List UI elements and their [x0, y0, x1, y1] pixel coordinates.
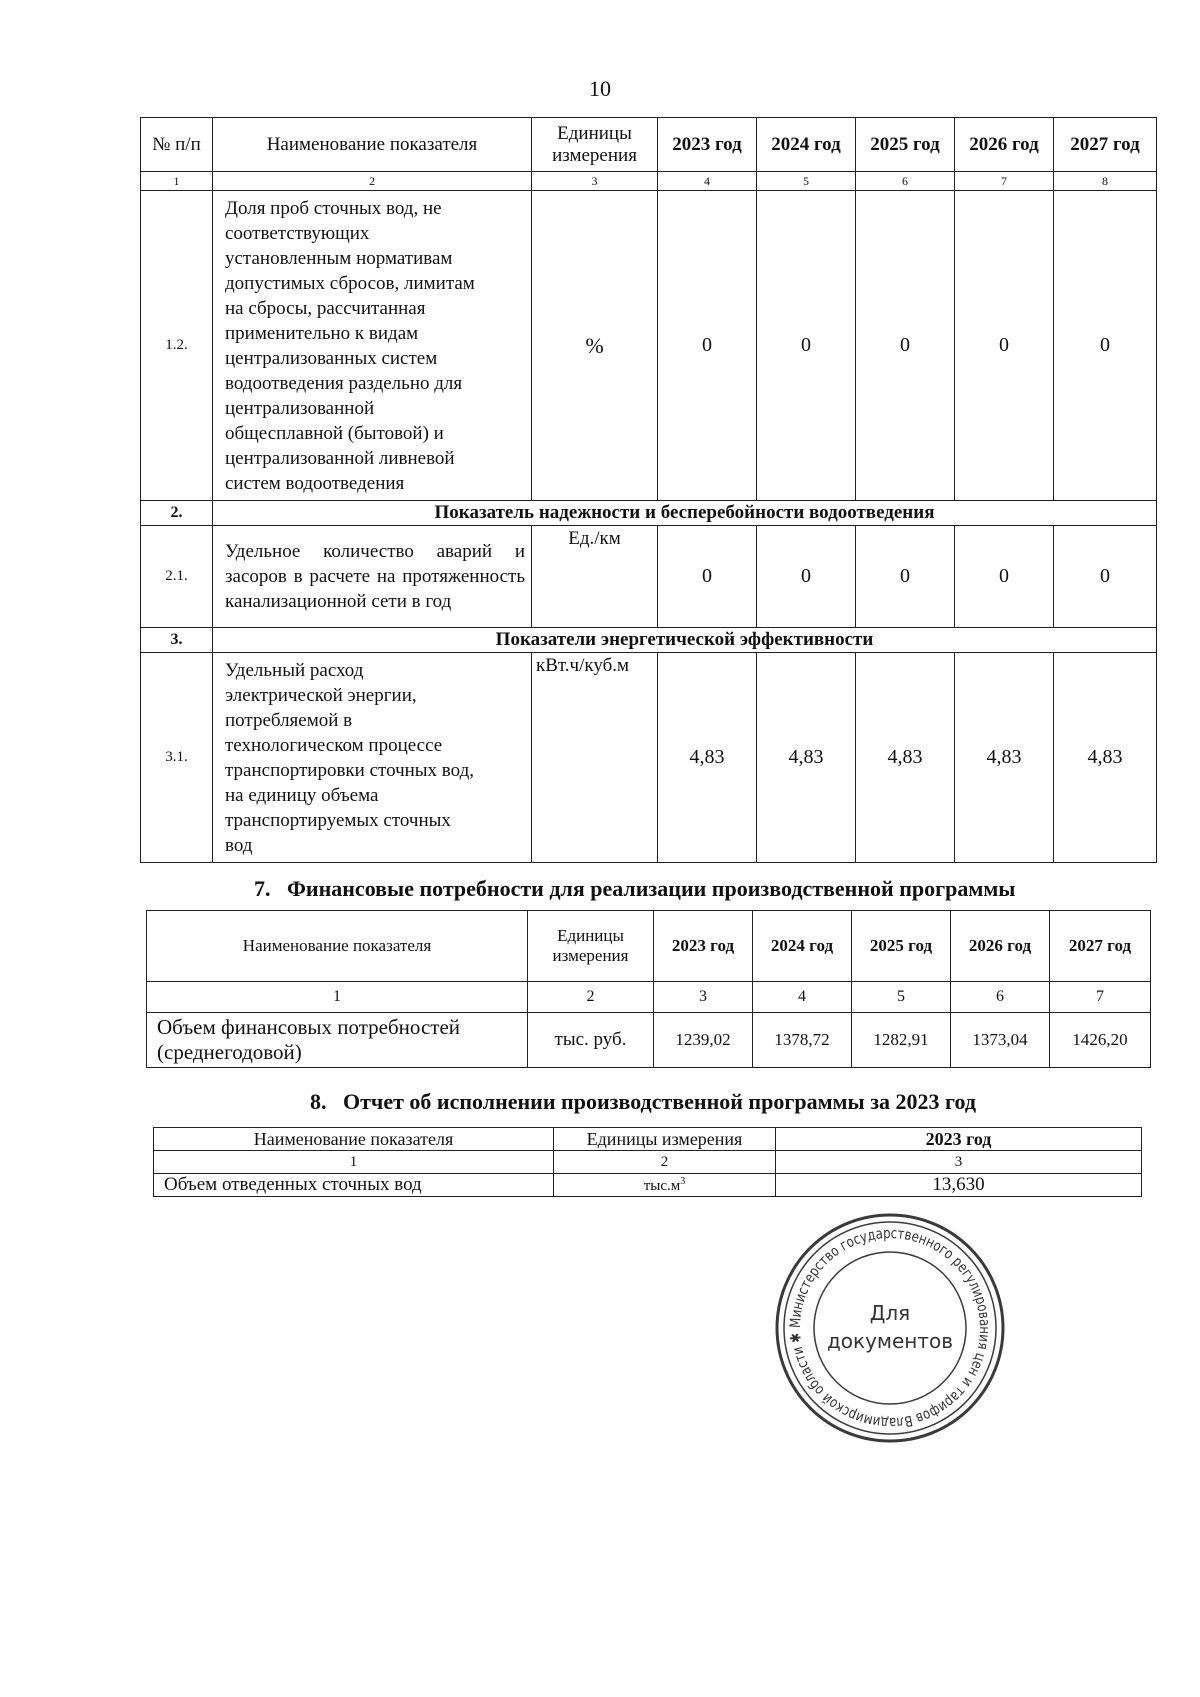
- col-number: 5: [852, 982, 951, 1013]
- name-line: общесплавной (бытовой) и: [225, 422, 444, 444]
- value-cell: 0: [955, 191, 1054, 501]
- unit-cell: тыс. руб.: [528, 1013, 654, 1068]
- execution-report-table: [153, 1127, 1142, 1197]
- col-number: 7: [955, 172, 1054, 191]
- name-line: технологическом процессе: [225, 734, 443, 756]
- unit-cell: [554, 1174, 776, 1197]
- section-8-number: 8.: [310, 1089, 327, 1114]
- header-2026: 2026 год: [951, 911, 1050, 982]
- value-cell: 4,83: [658, 653, 757, 863]
- section-row-3: [141, 628, 1157, 653]
- column-numbers-row: [154, 1151, 1142, 1174]
- value-cell: 0: [757, 191, 856, 501]
- col-number: 6: [856, 172, 955, 191]
- col-number: 3: [776, 1151, 1142, 1174]
- section-7-number: 7.: [254, 876, 271, 901]
- header-unit: Единицы измерения: [532, 118, 658, 172]
- col-number: 2: [554, 1151, 776, 1174]
- section-row-2: [141, 501, 1157, 526]
- column-numbers-row: [147, 982, 1151, 1013]
- col-number: 7: [1050, 982, 1151, 1013]
- value-cell: 1426,20: [1050, 1013, 1151, 1068]
- value-cell: 0: [757, 526, 856, 628]
- name-line: потребляемой в: [225, 709, 353, 731]
- section-8-title: Отчет об исполнении производственной программы за 2023 год: [343, 1089, 976, 1114]
- section-7-title: Финансовые потребности для реализации производственной программы: [287, 876, 1016, 901]
- official-stamp: [770, 1208, 1010, 1448]
- name-line: централизованной ливневой: [225, 447, 455, 469]
- unit-superscript: 3: [680, 1175, 686, 1187]
- value-cell: 1282,91: [852, 1013, 951, 1068]
- header-name: Наименование показателя: [154, 1128, 554, 1151]
- indicator-name: [213, 191, 532, 501]
- col-number: 2: [528, 982, 654, 1013]
- unit-text: тыс.м: [643, 1177, 681, 1194]
- col-number: 4: [658, 172, 757, 191]
- header-2026: 2026 год: [955, 118, 1054, 172]
- unit-cell: кВт.ч/куб.м: [532, 653, 658, 863]
- indicator-name: Объем отведенных сточных вод: [154, 1174, 554, 1197]
- indicator-name: [213, 653, 532, 863]
- header-2027: 2027 год: [1054, 118, 1157, 172]
- name-line: на сбросы, рассчитанная: [225, 297, 426, 319]
- row-number: 1.2.: [141, 191, 213, 501]
- name-line: на единицу объема: [225, 784, 379, 806]
- table-row-3-1: [141, 653, 1157, 863]
- page-number: 10: [589, 76, 611, 101]
- header-name: Наименование показателя: [213, 118, 532, 172]
- section-8-heading: [310, 1089, 976, 1115]
- col-number: 1: [141, 172, 213, 191]
- value-cell: 1373,04: [951, 1013, 1050, 1068]
- name-line: централизованной: [225, 397, 375, 419]
- value-cell: 4,83: [1054, 653, 1157, 863]
- col-number: 3: [654, 982, 753, 1013]
- name-line: допустимых сбросов, лимитам: [225, 272, 475, 294]
- table-row: [154, 1174, 1142, 1197]
- name-line: Удельный расход: [225, 659, 364, 681]
- indicator-name: Объем финансовых потребностей (среднегодовой): [147, 1013, 528, 1068]
- stamp-center-line-1: Для: [869, 1301, 911, 1325]
- section-title: Показатель надежности и бесперебойности водоотведения: [213, 501, 1157, 526]
- value-cell: 0: [1054, 191, 1157, 501]
- value-cell: 1239,02: [654, 1013, 753, 1068]
- col-number: 3: [532, 172, 658, 191]
- section-title: Показатели энергетической эффективности: [213, 628, 1157, 653]
- header-2025: 2025 год: [856, 118, 955, 172]
- col-number: 2: [213, 172, 532, 191]
- financial-needs-table: [146, 910, 1151, 1068]
- name-line: вод: [225, 834, 253, 856]
- col-number: 1: [154, 1151, 554, 1174]
- table-row-2-1: [141, 526, 1157, 628]
- table-row: [147, 1013, 1151, 1068]
- col-number: 5: [757, 172, 856, 191]
- header-2023: 2023 год: [658, 118, 757, 172]
- row-number: 2.1.: [141, 526, 213, 628]
- col-number: 6: [951, 982, 1050, 1013]
- unit-cell: %: [532, 191, 658, 501]
- name-line: транспортируемых сточных: [225, 809, 451, 831]
- header-num: № п/п: [141, 118, 213, 172]
- indicator-name: Удельное количество аварий и засоров в расчете на протяженность канализационной сети в год: [213, 526, 532, 628]
- col-number: 8: [1054, 172, 1157, 191]
- column-numbers-row: [141, 172, 1157, 191]
- indicators-table: [140, 117, 1157, 863]
- header-2024: 2024 год: [757, 118, 856, 172]
- value-cell: 0: [1054, 526, 1157, 628]
- value-cell: 0: [658, 191, 757, 501]
- header-2023: 2023 год: [776, 1128, 1142, 1151]
- table-header-row: [141, 118, 1157, 172]
- value-cell: 0: [856, 191, 955, 501]
- stamp-center-line-2: документов: [826, 1329, 954, 1353]
- header-unit: Единицы измерения: [528, 911, 654, 982]
- section-7-heading: [254, 876, 1015, 902]
- value-cell: 0: [955, 526, 1054, 628]
- header-2024: 2024 год: [753, 911, 852, 982]
- header-2025: 2025 год: [852, 911, 951, 982]
- value-cell: 0: [658, 526, 757, 628]
- value-cell: 4,83: [955, 653, 1054, 863]
- name-line: установленным нормативам: [225, 247, 453, 269]
- name-line: применительно к видам: [225, 322, 419, 344]
- table-header-row: [147, 911, 1151, 982]
- col-number: 4: [753, 982, 852, 1013]
- header-2023: 2023 год: [654, 911, 753, 982]
- name-line: транспортировки сточных вод,: [225, 759, 475, 781]
- stamp-ring-text: Министерство государственного регулирования цен и тарифов Владимирской области ✱: [787, 1225, 993, 1431]
- unit-cell: Ед./км: [532, 526, 658, 628]
- value-cell: 0: [856, 526, 955, 628]
- name-line: электрической энергии,: [225, 684, 417, 706]
- value-cell: 13,630: [776, 1174, 1142, 1197]
- name-line: систем водоотведения: [225, 472, 405, 494]
- name-line: Доля проб сточных вод, не: [225, 197, 442, 219]
- value-cell: 1378,72: [753, 1013, 852, 1068]
- value-cell: 4,83: [757, 653, 856, 863]
- name-line: водоотведения раздельно для: [225, 372, 463, 394]
- row-number: 3.1.: [141, 653, 213, 863]
- table-row-1-2: [141, 191, 1157, 501]
- section-number: 3.: [141, 628, 213, 653]
- value-cell: 4,83: [856, 653, 955, 863]
- name-line: централизованных систем: [225, 347, 438, 369]
- section-number: 2.: [141, 501, 213, 526]
- name-line: соответствующих: [225, 222, 370, 244]
- header-2027: 2027 год: [1050, 911, 1151, 982]
- header-unit: Единицы измерения: [554, 1128, 776, 1151]
- col-number: 1: [147, 982, 528, 1013]
- table-header-row: [154, 1128, 1142, 1151]
- header-name: Наименование показателя: [147, 911, 528, 982]
